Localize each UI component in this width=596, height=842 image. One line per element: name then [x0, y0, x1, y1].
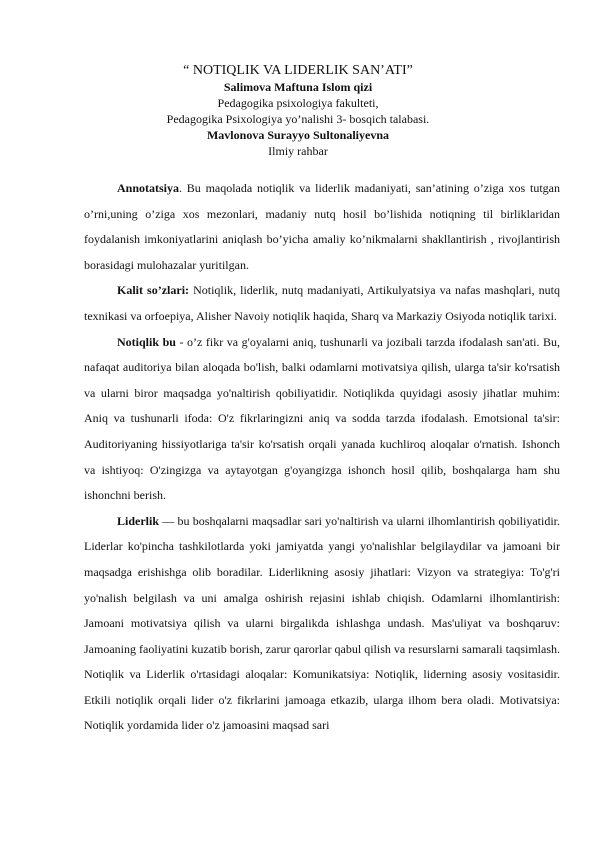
keywords-paragraph — [84, 278, 560, 329]
abstract-text: . Bu maqolada notiqlik va liderlik madaniyati, san’atining o’ziga xos tutgan o’rni,uning o’ziga xos mezonlari, madaniy nutq hosil bo’lishida notiqning til birliklaridan foydalanish imkoniyatlarini aniqlash bo’yicha amaliy ko’nikmalarni shakllantirish , rivojlantirish borasidagi mulohazalar yuritilgan. — [84, 181, 560, 272]
oratory-term: Notiqlik bu — [117, 334, 176, 349]
keywords-heading: Kalit so’zlari: — [117, 283, 190, 298]
keywords-text: Notiqlik, liderlik, nutq madaniyati, Artikulyatsiya va nafas mashqlari, nutq texnikasi va orfoepiya, Alisher Navoiy notiqlik haqida, Sharq va Markaziy Osiyoda notiqlik tarixi. — [84, 283, 560, 323]
leadership-paragraph — [84, 509, 560, 739]
paper-body — [84, 176, 560, 739]
oratory-paragraph — [84, 330, 560, 509]
leadership-term: Liderlik — [117, 513, 160, 528]
leadership-text: — bu boshqalarni maqsadlar sari yo'naltirish va ularni ilhomlantirish qobiliyatidir. Liderlar ko'pincha tashkilotlarda yoki jamiyatda yangi yo'nalishlar belgilaydilar va jamoani bir maqsadga erishishga olib boradilar. Liderlikning asosiy jihatlari: Vizyon va strategiya: To'g'ri yo'nalish belgilash va uni amalga oshirish rejasini ishlab chiqish. Odamlarni ilhomlantirish: Jamoani motivatsiya qilish va ularni birgalikda ishlashga undash. Mas'uliyat va boshqaruv: Jamoaning faoliyatini kuzatib borish, zarur qarorlar qabul qilish va resurslarni samarali taqsimlash. Notiqlik va Liderlik o'rtasidagi aloqalar: Komunikatsiya: Notiqlik, liderning asosiy vositasidir. Etkili notiqlik orqali lider o'z fikrlarini jamoaga etkazib, ularga ilhom bera oladi. Motivatsiya: Notiqlik yordamida lider o'z jamoasini maqsad sari — [84, 513, 560, 733]
paper-title: “ NOTIQLIK VA LIDERLIK SAN’ATI” — [183, 63, 413, 78]
author-program: Pedagogika Psixologiya yo’nalishi 3- bosqich talabasi. — [166, 112, 430, 126]
oratory-text: - o’z fikr va g'oyalarni aniq, tushunarli va jozibali tarzda ifodalash san'ati. Bu, nafaqat auditoriya bilan aloqada bo'lish, balki odamlarni motivatsiya qilish, ularga ta'sir ko'rsatish va ularni biror maqsadga yo'naltirish qobiliyatidir. Notiqlikda quyidagi asosiy jihatlar muhim: Aniq va tushunarli ifoda: O'z fikrlaringizni aniq va sodda tarzda ifodalash. Emotsional ta'sir: Auditoriyaning hissiyotlariga ta'sir ko'rsatish orqali yanada kuchliroq aloqalar o'rnatish. Ishonch va ishtiyoq: O'zingizga va aytayotgan g'oyangizga ishonch hosil qilib, boshqalarga ham shu ishonchni berish. — [84, 334, 561, 503]
author-affiliation: Pedagogika psixologiya fakulteti, — [217, 96, 379, 110]
supervisor-name: Mavlonova Surayyo Sultonaliyevna — [206, 128, 390, 142]
abstract-heading: Annotatsiya — [117, 181, 180, 195]
author-name: Salimova Maftuna Islom qizi — [223, 80, 373, 94]
abstract-paragraph — [84, 176, 560, 278]
supervisor-role: Ilmiy rahbar — [268, 144, 328, 158]
